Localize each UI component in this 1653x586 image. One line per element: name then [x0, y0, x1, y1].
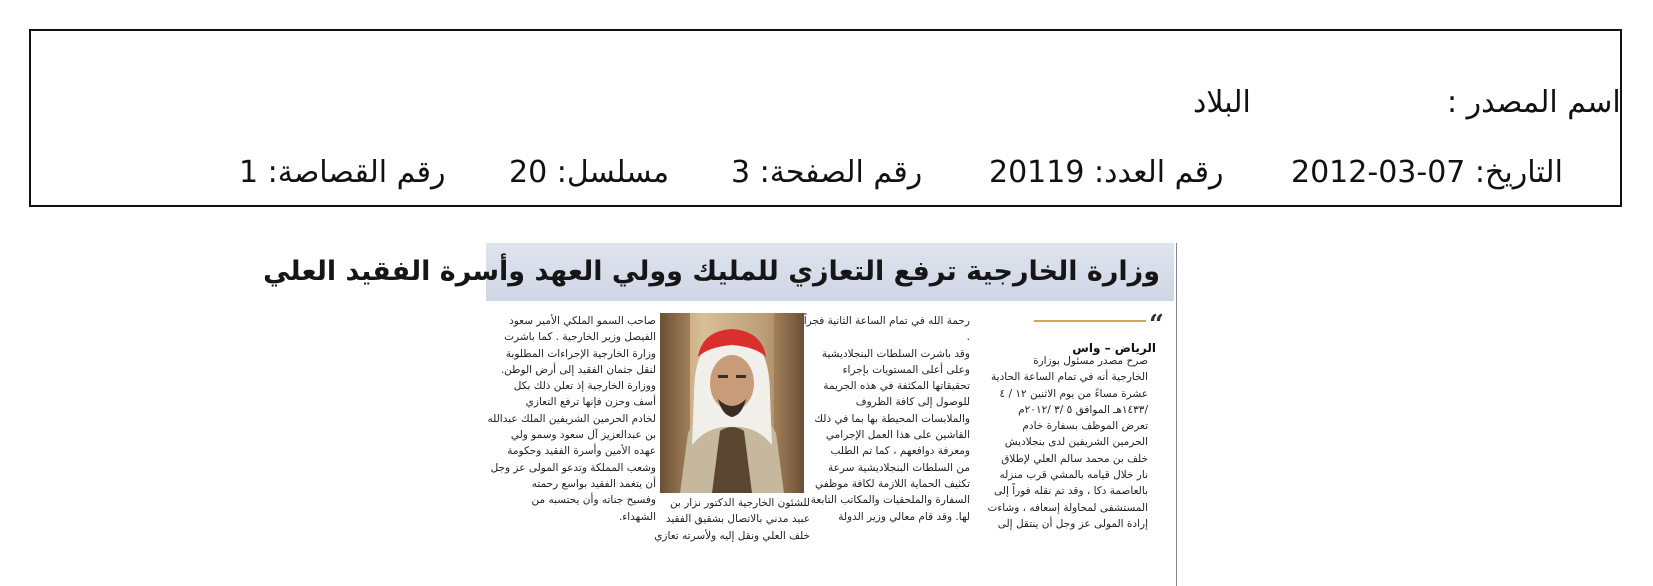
portrait-photo	[660, 313, 804, 493]
article-line: أسف وحزن فإنها ترفع التعازي	[525, 396, 656, 409]
portrait-figure	[660, 313, 804, 493]
article-line: عبيد مدني بالاتصال بشقيق الفقيد	[665, 513, 810, 526]
article-line: الخارجية أنه في تمام الساعة الحادية	[991, 371, 1148, 384]
article-line: عهده الأمين وأسرة الفقيد وحكومة	[507, 445, 656, 458]
article-line: وقد باشرت السلطات البنجلاديشية	[821, 347, 970, 360]
article-line: وشعب المملكة وتدعو المولى عز وجل	[490, 461, 656, 474]
issue-number-field: رقم العدد: 20119	[989, 155, 1224, 190]
article-line: من السلطات البنجلاديشية سرعة	[827, 461, 970, 474]
article-line: للشئون الخارجية الدكتور نزار بن	[669, 497, 810, 509]
article-line: لنقل جثمان الفقيد إلى أرض الوطن.	[500, 363, 656, 376]
page-number-field: رقم الصفحة: 3	[731, 155, 923, 190]
article-line: ووزارة الخارجية إذ تعلن ذلك بكل	[513, 380, 656, 393]
newspaper-clipping	[263, 243, 1178, 586]
article-line: وزارة الخارجية الإجراءات المطلوبة	[505, 347, 656, 360]
article-line: والملابسات المحيطة بها بما في ذلك	[814, 412, 970, 425]
article-line: صرح مصدر مسئول بوزارة	[1033, 355, 1148, 367]
article-line: وفسيح جناته وأن يحتسبه من	[531, 494, 656, 507]
date-field: التاريخ: 07-03-2012	[1291, 155, 1563, 190]
article-line: .	[966, 331, 970, 344]
article-line: /١٤٣٣هـ الموافق ٥ /٣ /٢٠١٢م	[1018, 403, 1148, 416]
source-info-box	[29, 29, 1622, 207]
article-line: المستشفى لمحاولة إسعافه ، وشاءت	[987, 501, 1148, 514]
serial-field: مسلسل: 20	[509, 155, 670, 190]
article-line: وعلى أعلى المستويات بإجراء	[842, 363, 970, 376]
article-line: الفيصل وزير الخارجية . كما باشرت	[504, 331, 656, 344]
article-column-1	[972, 353, 1148, 586]
article-line: لها. وقد قام معالي وزير الدولة	[838, 510, 970, 523]
article-line: نار خلال قيامه بالمشي قرب منزله	[999, 469, 1148, 482]
article-line: القاشين على هذا العمل الإجرامي	[825, 429, 970, 442]
article-line: خلف العلي ونقل إليه ولأسرته تعازي	[654, 529, 810, 542]
headline-band	[263, 243, 1174, 301]
article-headline: وزارة الخارجية ترفع التعازي للمليك وولي العهد وأسرة الفقيد العلي	[263, 256, 1160, 287]
article-column-2	[803, 313, 970, 586]
article-line: إرادة المولى عز وجل أن ينتقل إلى	[997, 517, 1148, 530]
clipping-edge	[1176, 243, 1177, 586]
article-line: صاحب السمو الملكي الأمير سعود	[509, 315, 656, 327]
quote-mark: “	[1149, 310, 1164, 340]
article-line: تعرض الموظف بسفارة خادم	[1022, 420, 1148, 433]
article-line: بالعاصمة دكا ، وقد تم نقله فوراً إلى	[994, 485, 1148, 498]
article-line: لخادم الحرمين الشريفين الملك عبدالله	[487, 412, 656, 425]
article-line: السفارة والملحقيات والمكاتب التابعة	[810, 494, 970, 507]
article-line: الشهداء.	[618, 510, 656, 523]
article-line: عشرة مساءً من يوم الاثنين ١٢ / ٤	[999, 387, 1148, 400]
decorative-rule	[1034, 320, 1146, 322]
article-line: تكثيف الحماية اللازمة لكافة موظفي	[814, 477, 970, 490]
article-line: تحقيقاتها المكثفة في هذه الجريمة	[823, 380, 970, 393]
article-column-4	[486, 313, 656, 586]
article-line: بن عبدالعزيز آل سعود وسمو ولي	[510, 429, 656, 442]
source-label: اسم المصدر :	[1447, 85, 1621, 120]
source-value: البلاد	[1193, 85, 1251, 120]
article-line: ومعرفة دوافعهم ، كما تم الطلب	[830, 445, 970, 458]
article-line: للوصول إلى كافة الظروف	[855, 396, 970, 409]
article-line: الحرمين الشريفين لدى بنجلاديش	[1004, 436, 1148, 449]
clip-number-field: رقم القصاصة: 1	[239, 155, 446, 190]
article-line: رحمة الله في تمام الساعة الثانية فجراً	[803, 315, 970, 327]
article-line: خلف بن محمد سالم العلي لإطلاق	[1001, 452, 1148, 465]
article-line: أن يتغمد الفقيد بواسع رحمته	[531, 477, 656, 490]
article-dateline: الرياض – واس	[1072, 341, 1156, 355]
